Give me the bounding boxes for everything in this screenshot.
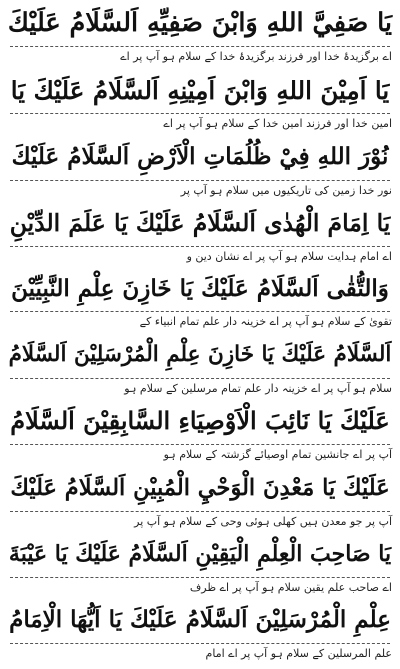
urdu-translation: امین خدا اور فرزند امین خدا کے سلام ہو آپ پر اے <box>163 117 392 130</box>
translation-10 <box>8 647 392 661</box>
urdu-translation: تقویٰ کے سلام ہو آپ پر اے خزینہ دار علم تمام انبیاء کے <box>139 315 392 328</box>
urdu-translation: اے امام ہدایت سلام ہو آپ پر اے نشان دین و <box>186 250 392 263</box>
verse-7 <box>8 402 392 440</box>
urdu-translation: سلام ہو آپ پر اے خزینہ دار علم تمام مرسلین کے سلام ہو <box>124 382 392 395</box>
verse-10 <box>8 601 392 639</box>
divider <box>10 577 390 578</box>
verse-4 <box>8 204 392 242</box>
urdu-translation: اے صاحب علم یقین سلام ہو آپ پر اے ظرف <box>189 581 392 594</box>
urdu-translation: علم المرسلین کے سلام ہو آپ پر اے امام <box>205 647 392 660</box>
translation-5 <box>8 315 392 329</box>
arabic-line: اَلسَّلَامُ عَلَيْكَ يَا خَازِنَ عِلْمِ الْمُرْسَلِيْنَ اَلسَّلَامُ <box>8 342 392 367</box>
arabic-line: يَا صَفِيَّ اللهِ وَابْنَ صَفِيِّهِ اَلسَّلَامُ عَلَيْكَ <box>7 8 392 38</box>
translation-4 <box>8 250 392 264</box>
divider <box>10 643 390 644</box>
divider <box>10 180 390 181</box>
divider <box>10 46 390 47</box>
urdu-translation: آپ پر جو معدن ہیں کھلی ہوئی وحی کے سلام ہو آپ پر <box>134 515 392 528</box>
verse-8 <box>8 469 392 507</box>
translation-9 <box>8 581 392 595</box>
divider <box>10 113 390 114</box>
divider <box>10 511 390 512</box>
translation-6 <box>8 382 392 396</box>
arabic-line: يَا اِمَامَ الْهُدٰى اَلسَّلَامُ عَلَيْكَ يَا عَلَمَ الدِّيْنِ <box>9 209 391 237</box>
translation-8 <box>8 515 392 529</box>
verse-5 <box>8 270 392 308</box>
arabic-line: عَلَيْكَ يَا مَعْدِنَ الْوَحْيِ الْمُبِيْنِ اَلسَّلَامُ عَلَيْكَ <box>10 475 390 501</box>
verse-9 <box>8 535 392 573</box>
translation-7 <box>8 448 392 462</box>
arabic-line: وَالتُّقٰى اَلسَّلَامُ عَلَيْكَ يَا خَازِنَ عِلْمِ النَّبِيِّيْنَ <box>11 275 389 302</box>
divider <box>10 444 390 445</box>
translation-3 <box>8 184 392 198</box>
divider <box>10 378 390 379</box>
arabic-line: نُوْرَ اللهِ فِيْ ظُلُمَاتِ الْاَرْضِ اَلسَّلَامُ عَلَيْكَ <box>11 143 389 170</box>
verse-6 <box>8 336 392 374</box>
translation-1 <box>8 50 392 64</box>
divider <box>10 246 390 247</box>
divider <box>10 311 390 312</box>
arabic-line: عِلْمِ الْمُرْسَلِيْنَ اَلسَّلَامُ عَلَيْكَ يَا اَيُّهَا الْاِمَامُ <box>9 606 391 633</box>
urdu-translation: اے برگزیدۂ خدا اور فرزند برگزیدۂ خدا کے سلام ہو آپ پر اے <box>120 50 392 63</box>
verse-1 <box>8 4 392 42</box>
arabic-line: يَا صَاحِبَ الْعِلْمِ الْيَقِيْنِ اَلسَّلَامُ عَلَيْكَ يَا عَيْبَةَ <box>8 541 392 567</box>
arabic-line: عَلَيْكَ يَا نَائِبَ الْاَوْصِيَاءِ السَّابِقِيْنَ اَلسَّلَامُ <box>10 406 390 435</box>
verse-2 <box>8 72 392 110</box>
verse-3 <box>8 138 392 176</box>
urdu-translation: آپ پر اے جانشین تمام اوصیائے گزشتہ کے سلام ہو <box>163 448 392 461</box>
translation-2 <box>8 117 392 131</box>
arabic-line: يَا اَمِيْنَ اللهِ وَابْنَ اَمِيْنِهِ اَلسَّلَامُ عَلَيْكَ يَا <box>10 76 390 105</box>
urdu-translation: نور خدا زمین کی تاریکیوں میں سلام ہو آپ پر <box>180 184 392 197</box>
